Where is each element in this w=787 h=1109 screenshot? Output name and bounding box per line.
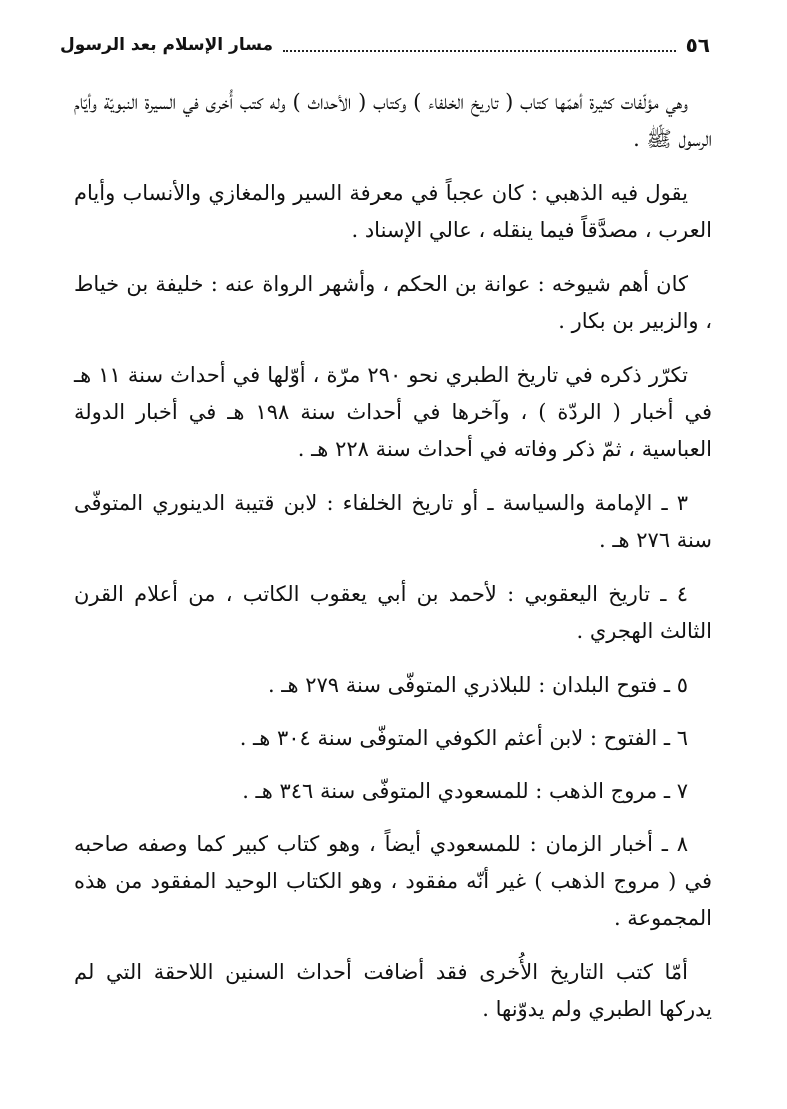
page-content [74,84,712,1041]
list-item: ٥ ـ فتوح البلدان : للبلاذري المتوفّى سنة ٢٧٩ هـ . [267,673,688,697]
list-item: ٣ ـ الإمامة والسياسة ـ أو تاريخ الخلفاء : لابن قتيبة الدينوري المتوفّى سنة ٢٧٦ هـ . [74,491,712,552]
page-header [60,28,710,62]
page-number: ٥٦ [685,33,710,57]
header-leader-dots [283,50,676,52]
list-item: ٧ ـ مروج الذهب : للمسعودي المتوفّى سنة ٣٤٦ هـ . [242,779,688,803]
paragraph: كان أهم شيوخه : عوانة بن الحكم ، وأشهر الرواة عنه : خليفة بن خياط ، والزبير بن بكار . [74,272,712,333]
paragraph: وهي مؤلّفات كثيرة أهمّها كتاب ( تاريخ الخلفاء ) وكتاب ( الأحداث ) وله كتب أُخرى في السيرة النبويّة وأيّام الرسول ﷺ . [74,90,712,151]
list-item: ٤ ـ تاريخ اليعقوبي : لأحمد بن أبي يعقوب الكاتب ، من أعلام القرن الثالث الهجري . [74,582,712,643]
paragraph: يقول فيه الذهبي : كان عجباً في معرفة السير والمغازي والأنساب وأيام العرب ، مصدَّقاً فيما ينقله ، عالي الإسناد . [74,181,712,242]
list-item: ٦ ـ الفتوح : لابن أعثم الكوفي المتوفّى سنة ٣٠٤ هـ . [239,726,688,750]
closing-paragraph: أمّا كتب التاريخ الأُخرى فقد أضافت أحداث السنين اللاحقة التي لم يدركها الطبري ولم يدوّنها . [74,960,712,1021]
paragraph: تكرّر ذكره في تاريخ الطبري نحو ٢٩٠ مرّة ، أوّلها في أحداث سنة ١١ هـ في أخبار ( الردّة ) ، وآخرها في أحداث سنة ١٩٨ هـ في أخبار الدولة العباسية ، ثمّ ذكر وفاته في أحداث سنة ٢٢٨ هـ . [74,363,712,461]
running-title: مسار الإسلام بعد الرسول [60,35,274,55]
list-item: ٨ ـ أخبار الزمان : للمسعودي أيضاً ، وهو كتاب كبير كما وصفه صاحبه في ( مروج الذهب ) غير أنّه مفقود ، وهو الكتاب الوحيد المفقود من هذه المجموعة . [74,832,712,930]
